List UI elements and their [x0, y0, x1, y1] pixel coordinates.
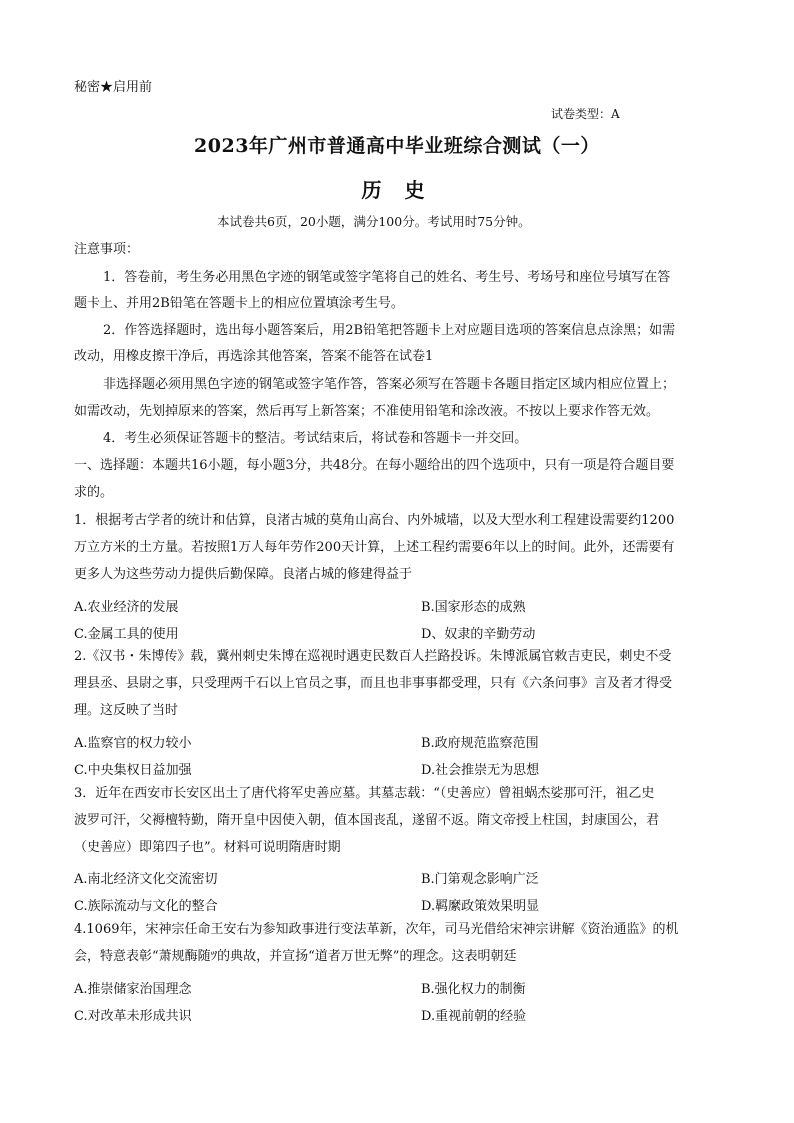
- subject-title: 历 史: [361, 178, 433, 202]
- question-4-option-b: B.强化权力的制衡: [421, 982, 526, 997]
- question-2-option-d: D.社会推崇无为思想: [421, 763, 540, 778]
- question-1-option-c: C.金属工具的使用: [74, 627, 179, 642]
- question-2-option-b: B.政府规范监察范围: [421, 736, 539, 751]
- question-3-option-c: C.族际流动与文化的整合: [74, 899, 218, 914]
- notes-line: 1．答卷前，考生务必用黑色字迹的钢笔或签字笔将自己的姓名、考生号、考场号和座位号填写在答: [103, 270, 671, 285]
- question-3-stem: （史善应）即第四子也”。材料可说明隋唐时期: [74, 840, 341, 855]
- exam-title: 2023年广州市普通高中毕业班综合测试（一）: [194, 135, 600, 157]
- question-3-stem: 波罗可汗，父褥檀特勤，隋开皇中因使入朝，值本国丧乱，遂留不返。隋文帝授上柱国，封康国公，君: [74, 813, 660, 828]
- question-2-option-a: A.监察官的权力较小: [74, 736, 192, 751]
- question-3-option-a: A.南北经济文化交流密切: [74, 872, 218, 887]
- question-2-option-c: C.中央集权日益加强: [74, 763, 192, 778]
- question-1-option-a: A.农业经济的发展: [74, 600, 179, 615]
- notes-heading: 注意事项：: [74, 242, 140, 257]
- section-heading: 一、选择题：本题共16小题，每小题3分，共48分。在每小题给出的四个选项中，只有一项是符合题目要: [74, 458, 675, 473]
- question-1-stem: 万立方米的土方量。若按照1万人每年劳作200天计算，上述工程约需要6年以上的时间。此外，还需要有: [74, 540, 675, 555]
- exam-summary: 本试卷共6页，20小题，满分100分。考试用时75分钟。: [217, 214, 531, 229]
- question-4-stem: 4.1069年，宋神宗任命王安右为参知政事进行变法革新，次年，司马光借给宋神宗讲解《资治通监》的机: [74, 922, 679, 937]
- question-3-option-d: D.羁縻政策效果明显: [421, 899, 540, 914]
- question-2-stem: 理县丞、县尉之事，只受理两千石以上官员之事，而且也非事事都受理，只有《六条问事》言及者才得受: [74, 676, 673, 691]
- notes-line: 如需改动，先划掉原来的答案，然后再写上新答案；不准使用铅笔和涂改液。不按以上要求作答无效。: [74, 404, 660, 419]
- question-1-option-d: D、奴隶的辛勤劳动: [421, 627, 536, 642]
- notes-line: 题卡上、并用2B铅笔在答题卡上的相应位置填涂考生号。: [74, 296, 404, 311]
- question-1-stem: 1．根据考古学者的统计和估算，良渚古城的莫角山高台、内外城墙，以及大型水利工程建设需要约1200: [74, 513, 675, 528]
- question-1-option-b: B.国家形态的成熟: [421, 600, 526, 615]
- notes-line: 改动，用橡皮擦干净后，再选涂其他答案，答案不能答在试卷1: [74, 349, 434, 364]
- question-4-option-a: A.推崇储家治国理念: [74, 982, 192, 997]
- section-heading: 求的。: [74, 485, 114, 500]
- paper-type-label: 试卷类型：A: [551, 107, 620, 121]
- notes-line: 2．作答选择题时，选出每小题答案后，用2B铅笔把答题卡上对应题目选项的答案信息点涂黑；如需: [103, 323, 676, 338]
- question-3-option-b: B.门第观念影响广泛: [421, 872, 539, 887]
- question-4-option-d: D.重视前朝的经验: [421, 1009, 527, 1024]
- question-3-stem: 3．近年在西安市长安区出土了唐代将军史善应墓。其墓志载：“（史善应）曾祖蜗杰娑那可汗，祖乙史: [74, 786, 655, 801]
- secret-label: 秘密★启用前: [74, 80, 153, 95]
- question-1-stem: 更多人为这些劳动力提供后勤保障。良渚占城的修建得益于: [74, 567, 413, 582]
- question-2-stem: 理。这反映了当时: [74, 703, 179, 718]
- question-4-option-c: C.对改革未形成共识: [74, 1009, 192, 1024]
- question-4-stem: 会，特意表彰“萧规酶随ﾂ的典故，并宣扬“道者万世无弊”的理念。这表明朝廷: [74, 949, 517, 964]
- notes-line: 4．考生必须保证答题卡的整洁。考试结束后，将试卷和答题卡一并交回。: [103, 431, 528, 446]
- notes-line: 非选择题必须用黑色字迹的钢笔或签字笔作答，答案必须写在答题卡各题目指定区域内相应位置上；: [103, 377, 676, 392]
- question-2-stem: 2.《汉书・朱博传》载，冀州刺史朱博在巡视时遇吏民数百人拦路投诉。朱博派属官敕吉吏民，刺史不受: [74, 649, 672, 664]
